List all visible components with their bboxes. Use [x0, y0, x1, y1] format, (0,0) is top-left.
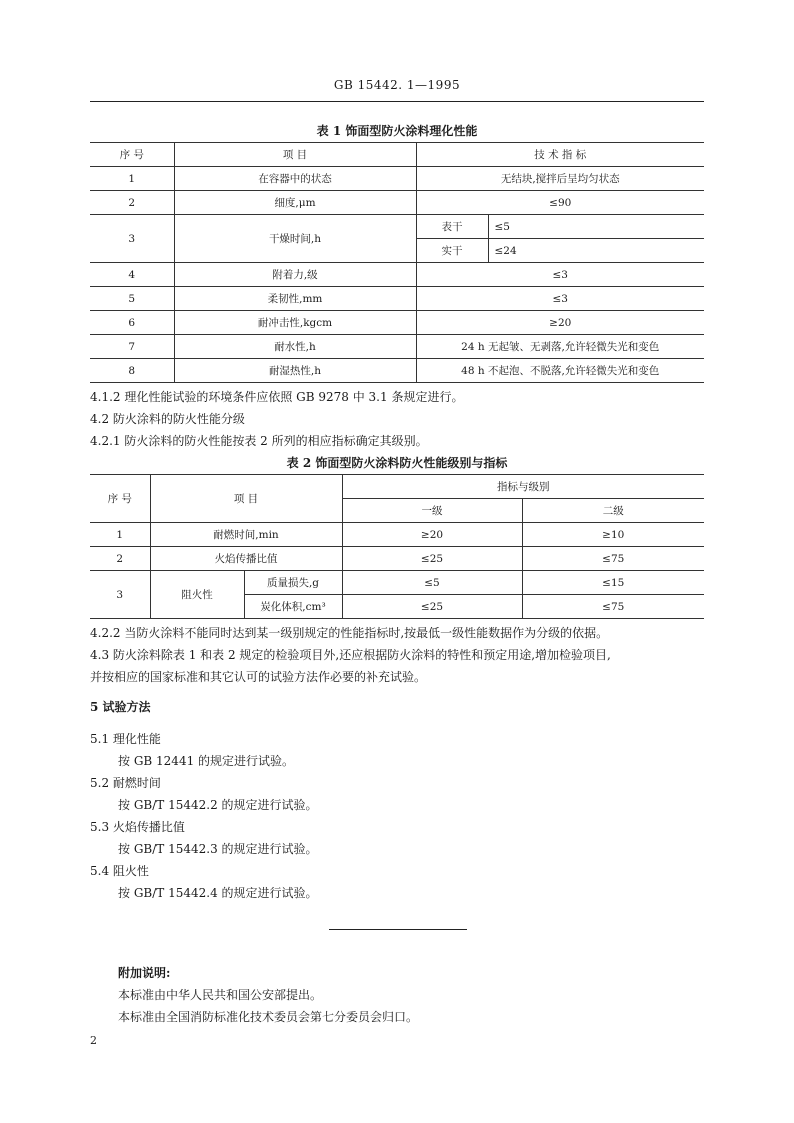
clause-5-2: 5.2 耐燃时间: [90, 776, 161, 790]
row-item: 火焰传播比值: [150, 547, 342, 571]
standard-code: GB 15442. 1—1995: [333, 78, 461, 92]
header-grade-2: 二级: [522, 499, 704, 523]
table-row: [90, 547, 704, 571]
row-item: 柔韧性,mm: [174, 287, 416, 311]
row-spec: ≤3: [416, 263, 704, 287]
clause-5-1: 5.1 理化性能: [90, 732, 161, 746]
table-row: [90, 263, 704, 287]
row-item: 耐湿热性,h: [174, 359, 416, 383]
row-no: 3: [90, 571, 150, 619]
table-header-row: [90, 475, 704, 499]
table-row: [90, 191, 704, 215]
clause-4-2: 4.2 防火涂料的防火性能分级: [90, 412, 245, 426]
table-row: [90, 571, 704, 595]
table-header-row: [90, 143, 704, 167]
row-grade-2: ≤75: [522, 595, 704, 619]
row-grade-2: ≤75: [522, 547, 704, 571]
row-grade-2: ≥10: [522, 523, 704, 547]
appendix-title: 附加说明:: [118, 966, 171, 980]
header-rule: [90, 101, 704, 102]
row-spec: 24 h 无起皱、无剥落,允许轻微失光和变色: [416, 335, 704, 359]
row-no: 2: [90, 191, 174, 215]
clause-5-2-body: 按 GB/T 15442.2 的规定进行试验。: [118, 798, 318, 812]
clause-5-4-body: 按 GB/T 15442.4 的规定进行试验。: [118, 886, 318, 900]
table2: [90, 474, 704, 619]
clause-5-4: 5.4 阻火性: [90, 864, 149, 878]
table2-caption: 表 2 饰面型防火涂料防火性能级别与指标: [286, 456, 508, 470]
row-no: 3: [90, 215, 174, 263]
sub-value: ≤24: [488, 239, 704, 263]
clause-5-3-body: 按 GB/T 15442.3 的规定进行试验。: [118, 842, 318, 856]
header-no: 序 号: [90, 475, 150, 523]
clause-5-3: 5.3 火焰传播比值: [90, 820, 185, 834]
clause-4-2-2: 4.2.2 当防火涂料不能同时达到某一级别规定的性能指标时,按最低一级性能数据作为分级的依据。: [90, 626, 609, 640]
row-grade-2: ≤15: [522, 571, 704, 595]
table1-caption: 表 1 饰面型防火涂料理化性能: [316, 124, 478, 138]
row-item: 耐冲击性,kgcm: [174, 311, 416, 335]
row-no: 8: [90, 359, 174, 383]
row-item: 在容器中的状态: [174, 167, 416, 191]
appendix-line-1: 本标准由中华人民共和国公安部提出。: [118, 988, 323, 1002]
sub-label: 实干: [416, 239, 488, 263]
table-row: [90, 311, 704, 335]
row-no: 4: [90, 263, 174, 287]
clause-5-1-body: 按 GB 12441 的规定进行试验。: [118, 754, 295, 768]
appendix-line-2: 本标准由全国消防标准化技术委员会第七分委员会归口。: [118, 1010, 419, 1024]
header-item: 项 目: [150, 475, 342, 523]
row-grade-1: ≤25: [342, 595, 522, 619]
table-row: [90, 335, 704, 359]
row-item: 附着力,级: [174, 263, 416, 287]
clause-4-3-cont: 并按相应的国家标准和其它认可的试验方法作必要的补充试验。: [90, 670, 427, 684]
row-no: 2: [90, 547, 150, 571]
header-item: 项 目: [174, 143, 416, 167]
row-item: 耐燃时间,min: [150, 523, 342, 547]
table-row: [90, 359, 704, 383]
row-grade-1: ≤5: [342, 571, 522, 595]
row-no: 5: [90, 287, 174, 311]
end-divider: [329, 929, 467, 930]
header-no: 序 号: [90, 143, 174, 167]
table-row: [90, 215, 704, 239]
clause-4-3: 4.3 防火涂料除表 1 和表 2 规定的检验项目外,还应根据防火涂料的特性和预定用途,增加检验项目,: [90, 648, 611, 662]
row-no: 6: [90, 311, 174, 335]
row-item: 干燥时间,h: [174, 215, 416, 263]
row-item: 耐水性,h: [174, 335, 416, 359]
sub-label: 炭化体积,cm³: [244, 595, 342, 619]
clause-4-2-1: 4.2.1 防火涂料的防火性能按表 2 所列的相应指标确定其级别。: [90, 434, 428, 448]
row-grade-1: ≥20: [342, 523, 522, 547]
table-row: [90, 287, 704, 311]
header-grade-group: 指标与级别: [342, 475, 704, 499]
page-number: 2: [90, 1034, 97, 1047]
row-no: 1: [90, 167, 174, 191]
row-no: 1: [90, 523, 150, 547]
row-spec: ≤3: [416, 287, 704, 311]
table1: [90, 142, 704, 383]
header-spec: 技 术 指 标: [416, 143, 704, 167]
clause-4-1-2: 4.1.2 理化性能试验的环境条件应依照 GB 9278 中 3.1 条规定进行。: [90, 390, 464, 404]
sub-label: 表干: [416, 215, 488, 239]
table-row: [90, 523, 704, 547]
row-item: 细度,μm: [174, 191, 416, 215]
header-grade-1: 一级: [342, 499, 522, 523]
row-spec: ≥20: [416, 311, 704, 335]
sub-label: 质量损失,g: [244, 571, 342, 595]
row-spec: 48 h 不起泡、不脱落,允许轻微失光和变色: [416, 359, 704, 383]
row-no: 7: [90, 335, 174, 359]
row-spec: 无结块,搅拌后呈均匀状态: [416, 167, 704, 191]
row-spec: ≤90: [416, 191, 704, 215]
sub-value: ≤5: [488, 215, 704, 239]
table-row: [90, 167, 704, 191]
section-5-heading: 5 试验方法: [90, 700, 151, 714]
row-item: 阻火性: [150, 571, 244, 619]
row-grade-1: ≤25: [342, 547, 522, 571]
